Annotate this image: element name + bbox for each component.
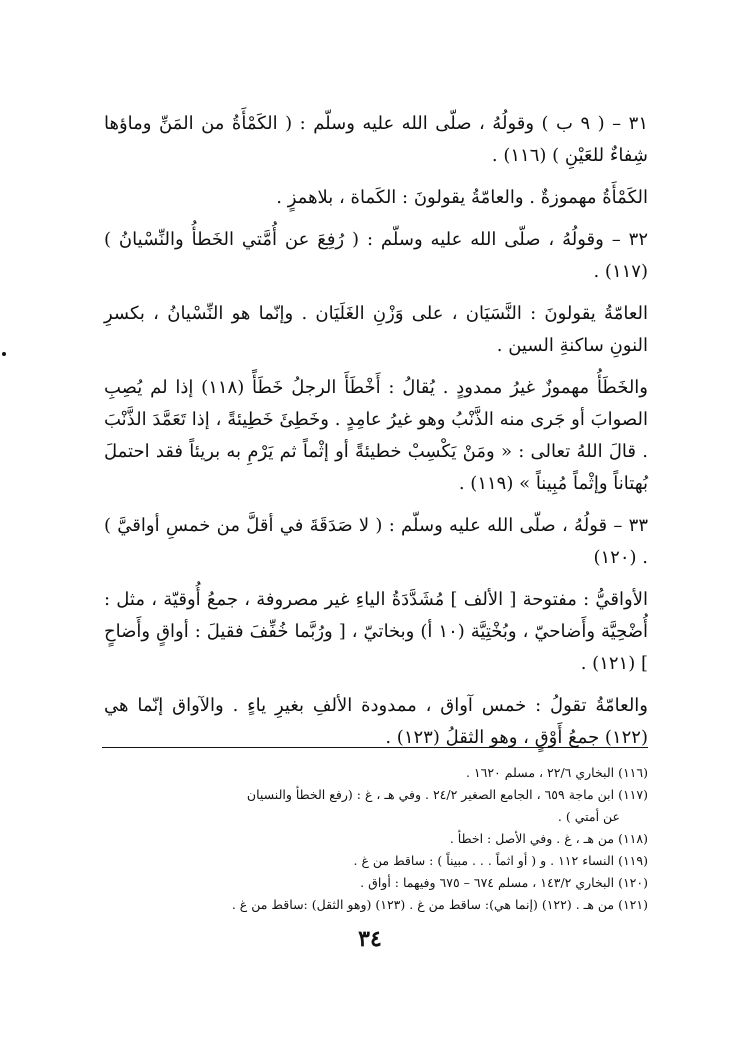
footnote-118: (١١٨) من هـ ، غ . وفي الأصل : اخطأ . [449,831,648,846]
footnote-116: (١١٦) البخاري ٢٢/٦ ، مسلم ١٦٢٠ . [465,765,648,780]
footnotes [96,762,648,916]
footnote-121-123: (١٢١) من هـ . (١٢٢) (إنما هي): ساقط من غ . (١٢٣) (وهو الثقل) :ساقط من غ . [231,897,648,912]
footnote-117: (١١٧) ابن ماجة ٦٥٩ ، الجامع الصغير ٢٤/٢ . وفي هـ ، غ : (رفع الخطأ والنسيان [246,787,648,802]
paragraph-nisyan-note: العامّةُ يقولونَ : النَّسَيَان ، على وَزْنِ الغَلَيَان . وإنّما هو النِّسْيانُ ، بكسرِ النونِ ساكنةِ السين . [104,303,648,356]
paragraph-awaq-note: والعامّةُ تقولُ : خمس آواق ، ممدودة الألفِ بغيرِ ياءٍ . والآواق إنّما هي (١٢٢) جمعُ أَوْقٍ ، وهو الثقلُ (١٢٣) . [104,695,648,748]
margin-dot [2,352,6,356]
paragraph-hadith-32: ٣٢ – وقولُهُ ، صلّى الله عليه وسلّم : ( رُفِعَ عن أُمَّتي الخَطأُ والنِّسْيانُ ) (١١٧) . [104,229,648,282]
footnote-119: (١١٩) النساء ١١٢ . و ( أو اثماً . . . مبيناً ) : ساقط من غ . [353,853,648,868]
footnote-117-continued: عن أمتي ) . [557,809,620,824]
paragraph-awaqi-note: الأواقيُّ : مفتوحة [ الألف ] مُشَدَّدَةُ الياءِ غير مصروفة ، جمعُ أُوقيّة ، مثل : أُضْحِيَّة وأَضاحيّ ، وبُخْتِيَّة (١٠ أ) وبخاتيّ ، [ ورُبَّما خُفِّفَ فقيلَ : أواقٍ وأَضاحٍ ] (١٢١) . [104,589,648,674]
paragraph-hadith-31: ٣١ – ( ٩ ب ) وقولُهُ ، صلّى الله عليه وسلّم : ( الكَمْأَةُ من المَنِّ وماؤها شِفاءٌ للعَيْنِ ) (١١٦) . [104,113,648,166]
footnote-120: (١٢٠) البخاري ١٤٣/٢ ، مسلم ٦٧٤ – ٦٧٥ وفيهما : أواق . [360,875,648,890]
main-text [104,108,648,764]
footnote-divider [102,747,648,748]
page-number: ٣٤ [358,926,382,952]
paragraph-hadith-33: ٣٣ – قولُهُ ، صلّى الله عليه وسلّم : ( لا صَدَقَةَ في أقلَّ من خمسِ أواقيَّ ) . (١٢٠) [104,515,648,568]
paragraph-kamaa-note: الكَمْأَةُ مهموزةٌ . والعامّةُ يقولونَ : الكَماة ، بلاهمزٍ . [276,187,648,208]
paragraph-khata-note: والخَطَأُ مهموزٌ غيرُ ممدودٍ . يُقالُ : أَخْطَأَ الرجلُ خَطَأً (١١٨) إذا لم يُصِبِ الصوابَ أو جَرى منه الذَّنْبُ وهو غيرُ عامِدٍ . وخَطِئَ خَطِيئةً ، إذا تَعَمَّدَ الذَّنْبَ . قالَ اللهُ تعالى : « ومَنْ يَكْسِبْ خطيئةً أو إثْماً ثم يَرْمِ به بريئاً فقد احتملَ بُهتاناً وإثْماً مُبِيناً » (١١٩) . [104,377,648,494]
